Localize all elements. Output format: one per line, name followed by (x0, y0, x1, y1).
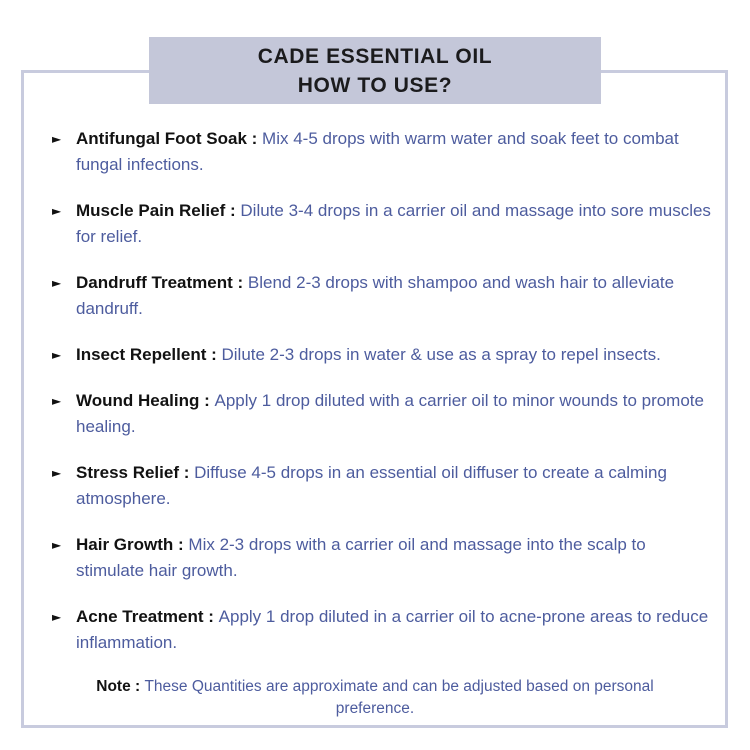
list-item (52, 126, 712, 178)
list-item-description: Dilute 3-4 drops in a carrier oil and massage into sore muscles for relief. (76, 201, 711, 246)
list-item-text (76, 532, 712, 584)
list-item-description: Dilute 2-3 drops in water & use as a spray to repel insects. (221, 345, 661, 364)
list-item-description: Apply 1 drop diluted in a carrier oil to acne-prone areas to reduce inflammation. (76, 607, 709, 652)
list-item-title: Hair Growth : (76, 535, 189, 554)
list-item-title: Wound Healing : (76, 391, 215, 410)
arrow-bullet-icon: ► (52, 394, 62, 408)
list-item (52, 388, 712, 440)
list-item-text (76, 126, 712, 178)
list-item-title: Acne Treatment : (76, 607, 219, 626)
arrow-bullet-icon: ► (52, 538, 62, 552)
list-item (52, 460, 712, 512)
list-item-title: Antifungal Foot Soak : (76, 129, 263, 148)
list-item-title: Muscle Pain Relief : (76, 201, 241, 220)
list-item (52, 604, 712, 656)
arrow-bullet-icon: ► (52, 204, 62, 218)
list-item-description: Diffuse 4-5 drops in an essential oil diffuser to create a calming atmosphere. (76, 463, 667, 508)
list-item-description: Mix 2-3 drops with a carrier oil and massage into the scalp to stimulate hair growth. (76, 535, 646, 580)
footer-note (75, 676, 675, 720)
list-item-title: Stress Relief : (76, 463, 195, 482)
arrow-bullet-icon: ► (52, 276, 62, 290)
list-item-title: Dandruff Treatment : (76, 273, 248, 292)
page-title-line1: CADE ESSENTIAL OIL (257, 44, 493, 68)
page-title-line2: HOW TO USE? (297, 73, 453, 97)
arrow-bullet-icon: ► (52, 610, 62, 624)
list-item-text (76, 270, 712, 322)
list-item-text (76, 388, 712, 440)
note-label: Note : (96, 678, 145, 695)
list-item (52, 198, 712, 250)
list-item (52, 270, 712, 322)
list-item-text (76, 342, 712, 368)
list-item-title: Insect Repellent : (76, 345, 222, 364)
list-item-description: Blend 2-3 drops with shampoo and wash hair to alleviate dandruff. (76, 273, 675, 318)
list-item-description: Apply 1 drop diluted with a carrier oil to minor wounds to promote healing. (76, 391, 704, 436)
list-item (52, 342, 712, 368)
usage-list (52, 126, 712, 676)
arrow-bullet-icon: ► (52, 132, 62, 146)
list-item-description: Mix 4-5 drops with warm water and soak feet to combat fungal infections. (76, 129, 679, 174)
list-item-text (76, 198, 712, 250)
list-item-text (76, 460, 712, 512)
list-item (52, 532, 712, 584)
list-item-text (76, 604, 712, 656)
header-band (149, 37, 601, 104)
note-text: These Quantities are approximate and can be adjusted based on personal preference. (144, 678, 654, 717)
arrow-bullet-icon: ► (52, 348, 62, 362)
arrow-bullet-icon: ► (52, 466, 62, 480)
